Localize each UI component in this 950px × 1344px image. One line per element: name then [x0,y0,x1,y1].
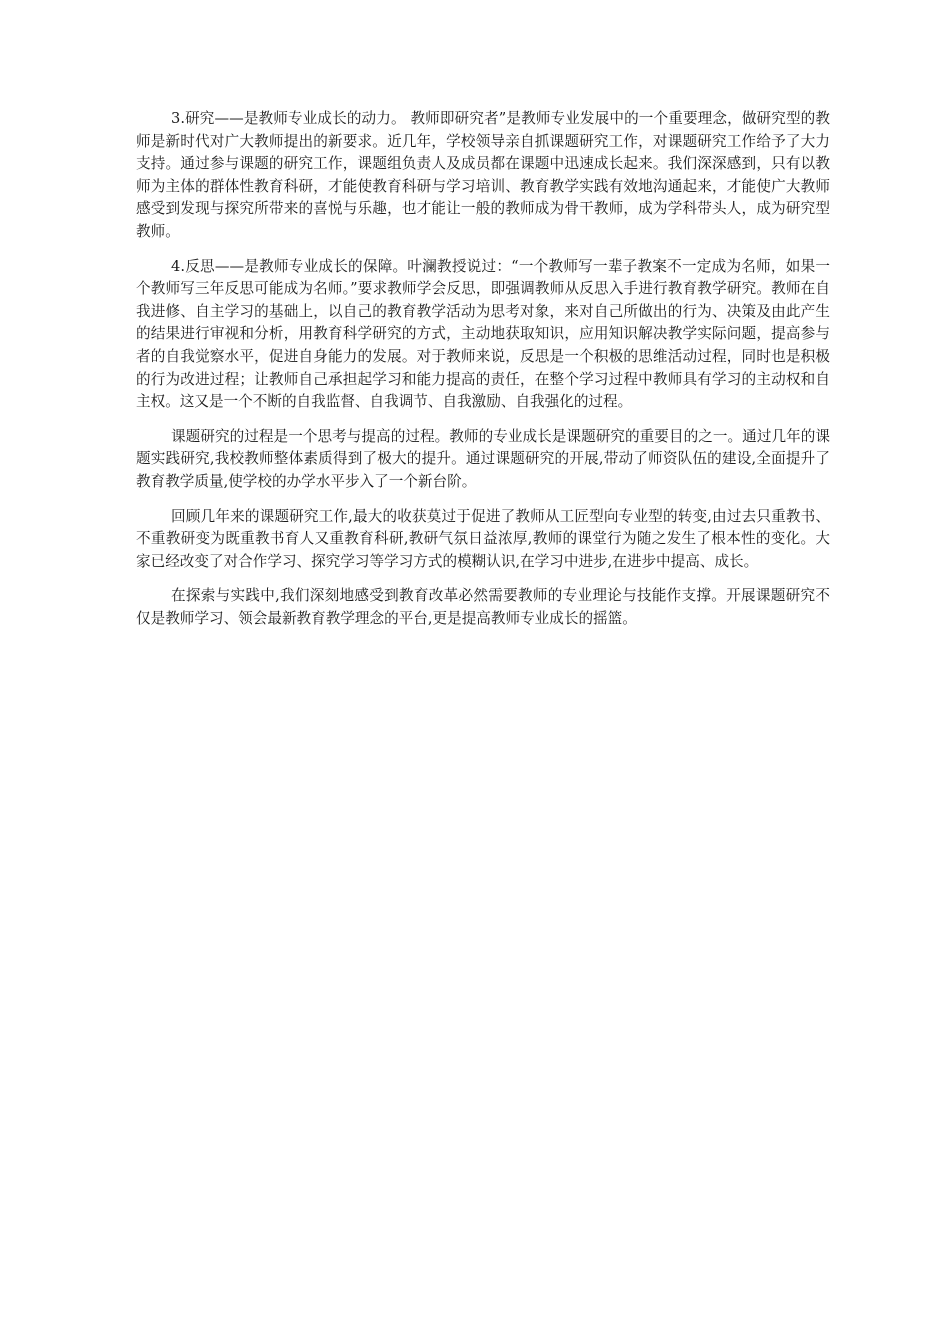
paragraph-research: 3.研究——是教师专业成长的动力。 教师即研究者”是教师专业发展中的一个重要理念，做研究型的教师是新时代对广大教师提出的新要求。近几年，学校领导亲自抓课题研究工作，对课题研究工作给予了大力支持。通过参与课题的研究工作，课题组负责人及成员都在课题中迅速成长起来。我们深深感到，只有以教师为主体的群体性教育科研，才能使教育科研与学习培训、教育教学实践有效地沟通起来，才能使广大教师感受到发现与探究所带来的喜悦与乐趣，也才能让一般的教师成为骨干教师，成为学科带头人，成为研究型教师。 [136,110,830,240]
paragraph-research-process: 课题研究的过程是一个思考与提高的过程。教师的专业成长是课题研究的重要目的之一。通过几年的课题实践研究,我校教师整体素质得到了极大的提升。通过课题研究的开展,带动了师资队伍的建设,全面提升了教育教学质量,使学校的办学水平步入了一个新台阶。 [136,427,830,490]
document-body [136,108,830,642]
paragraph-review: 回顾几年来的课题研究工作,最大的收获莫过于促进了教师从工匠型向专业型的转变,由过去只重教书、不重教研变为既重教书育人又重教育科研,教研气氛日益浓厚,教师的课堂行为随之发生了根本性的变化。大家已经改变了对合作学习、探究学习等学习方式的模糊认识,在学习中进步,在进步中提高、成长。 [136,507,830,570]
paragraph-conclusion: 在探索与实践中,我们深刻地感受到教育改革必然需要教师的专业理论与技能作支撑。开展课题研究不仅是教师学习、领会最新教育教学理念的平台,更是提高教师专业成长的摇篮。 [136,587,830,627]
paragraph-reflection: 4.反思——是教师专业成长的保障。叶澜教授说过：“一个教师写一辈子教案不一定成为名师，如果一个教师写三年反思可能成为名师。”要求教师学会反思，即强调教师从反思入手进行教育教学研究。教师在自我进修、自主学习的基础上，以自己的教育教学活动为思考对象，来对自己所做出的行为、决策及由此产生的结果进行审视和分析，用教育科学研究的方式，主动地获取知识，应用知识解决教学实际问题，提高参与者的自我觉察水平，促进自身能力的发展。对于教师来说，反思是一个积极的思维活动过程，同时也是积极的行为改进过程；让教师自己承担起学习和能力提高的责任，在整个学习过程中教师具有学习的主动权和自主权。这又是一个不断的自我监督、自我调节、自我激励、自我强化的过程。 [136,257,830,411]
